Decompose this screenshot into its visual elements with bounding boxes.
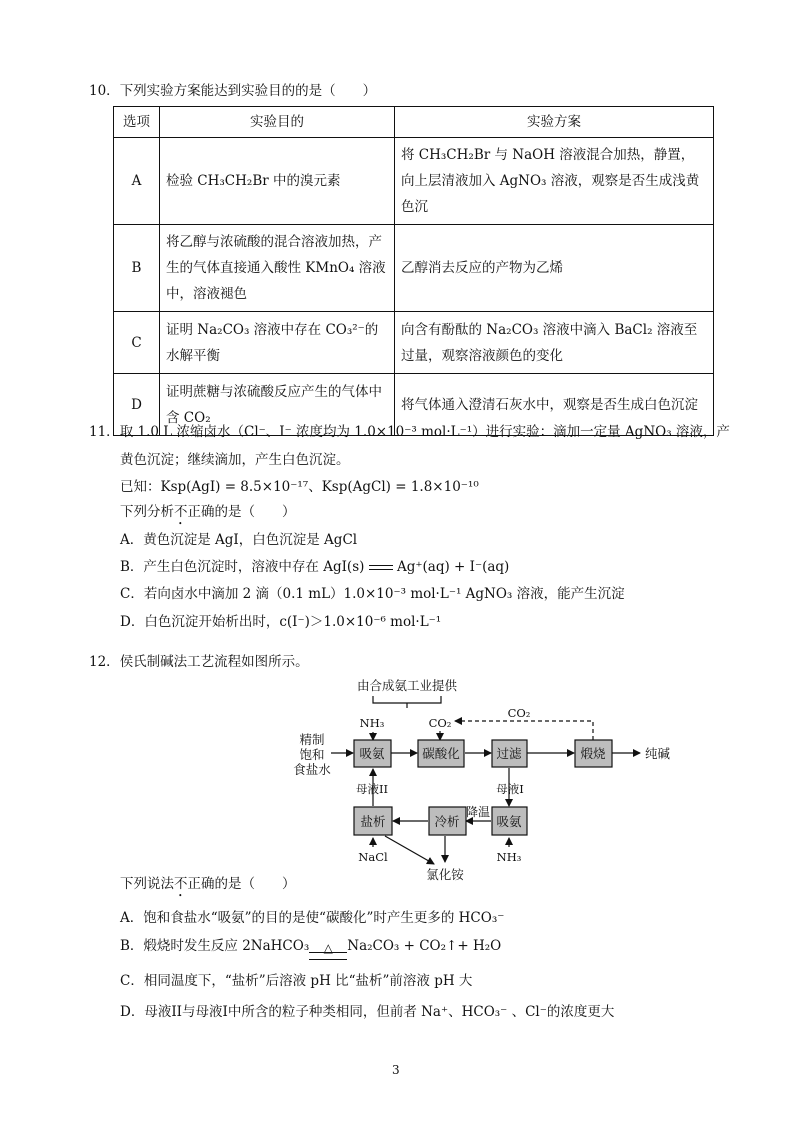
heat-arrow xyxy=(309,942,347,960)
q10-number: 10． xyxy=(89,83,120,99)
diagram-co2-top: CO₂ xyxy=(428,716,452,730)
q11-option-b-prefix: B．产生白色沉淀时，溶液中存在 AgI(s) xyxy=(120,559,365,575)
q11-known: 已知：Ksp(AgI) = 8.5×10⁻¹⁷、Ksp(AgCl) = 1.8×10⁻¹⁰ xyxy=(120,479,479,495)
diagram-feed-line3: 食盐水 xyxy=(293,762,331,777)
diagram-feed-line2: 饱和 xyxy=(299,747,325,762)
box-carbonate-label: 碳酸化 xyxy=(422,746,460,761)
diagram-nacl: NaCl xyxy=(358,850,388,864)
option-cell: C xyxy=(114,312,160,374)
q12-option-c: C．相同温度下，“盐析”后溶液 pH 比“盐析”前溶液 pH 大 xyxy=(120,973,473,989)
diagram-nh3-top: NH₃ xyxy=(359,716,385,730)
diagram-cool-label: 降温 xyxy=(465,805,491,819)
plan-cell: 将气体通入澄清石灰水中，观察是否生成白色沉淀 xyxy=(395,374,714,436)
table-header-cell: 实验目的 xyxy=(160,107,395,138)
q12-option-b-suffix: Na₂CO₃ + CO₂↑+ H₂O xyxy=(347,938,502,954)
option-cell: A xyxy=(114,138,160,225)
diagram-co2-recycle: CO₂ xyxy=(507,706,531,720)
q10-stem-text: 下列实验方案能达到实验目的的是（ ） xyxy=(119,83,377,99)
q12-ask-suffix: 正确的是（ ） xyxy=(187,876,296,892)
q11-option-b-suffix: Ag⁺(aq) + I⁻(aq) xyxy=(397,559,510,575)
purpose-cell: 证明蔗糖与浓硫酸反应产生的气体中含 CO₂ xyxy=(160,374,395,436)
q11-option-c: C．若向卤水中滴加 2 滴（0.1 mL）1.0×10⁻³ mol·L⁻¹ AgNO₃ 溶液，能产生沉淀 xyxy=(120,586,625,602)
diagram-feed-line1: 精制 xyxy=(299,732,325,747)
purpose-cell: 证明 Na₂CO₃ 溶液中存在 CO₃²⁻的水解平衡 xyxy=(160,312,395,374)
q12-ask-prefix: 下列说法 xyxy=(120,876,174,892)
q12-ask-emph: 不 xyxy=(174,876,188,892)
box-absorb2-label: 吸氨 xyxy=(496,814,522,829)
diagram-mother-liquor-1: 母液I xyxy=(496,782,524,796)
q11-ask-suffix: 正确的是（ ） xyxy=(187,504,296,520)
box-calcine-label: 煅烧 xyxy=(580,746,606,761)
q12-number: 12． xyxy=(89,654,120,670)
plan-cell: 向含有酚酞的 Na₂CO₃ 溶液中滴入 BaCl₂ 溶液至过量，观察溶液颜色的变化 xyxy=(395,312,714,374)
plan-cell: 乙醇消去反应的产物为乙烯 xyxy=(395,225,714,312)
diagram-source-label: 由合成氨工业提供 xyxy=(356,678,458,693)
q12-stem-text: 侯氏制碱法工艺流程如图所示。 xyxy=(119,654,309,670)
box-saltout-label: 盐析 xyxy=(360,814,386,829)
option-cell: B xyxy=(114,225,160,312)
table-header-cell: 选项 xyxy=(114,107,160,138)
diagram-product: 纯碱 xyxy=(645,746,671,761)
purpose-cell: 检验 CH₃CH₂Br 中的溴元素 xyxy=(160,138,395,225)
diagram-nh3-bottom: NH₃ xyxy=(496,850,522,864)
q11-stem-line2: 黄色沉淀；继续滴加，产生白色沉淀。 xyxy=(120,452,350,468)
option-cell: D xyxy=(114,374,160,436)
page-number: 3 xyxy=(392,1063,400,1077)
q11-option-d: D．白色沉淀开始析出时，c(I⁻)＞1.0×10⁻⁶ mol·L⁻¹ xyxy=(120,614,442,630)
diagram-mother-liquor-2: 母液II xyxy=(355,782,389,796)
box-cool-label: 冷析 xyxy=(434,814,460,829)
purpose-cell: 将乙醇与浓硫酸的混合溶液加热，产生的气体直接通入酸性 KMnO₄ 溶液中，溶液褪色 xyxy=(160,225,395,312)
plan-cell: 将 CH₃CH₂Br 与 NaOH 溶液混合加热，静置，向上层清液加入 AgNO₃ 溶液，观察是否生成浅黄色沉 xyxy=(395,138,714,225)
box-absorb-label: 吸氨 xyxy=(359,746,385,761)
q12-option-a: A．饱和食盐水“吸氨”的目的是使“碳酸化”时产生更多的 HCO₃⁻ xyxy=(120,910,505,926)
diagram-nh4cl: 氯化铵 xyxy=(426,867,464,882)
box-filter-label: 过滤 xyxy=(496,746,522,761)
q12-option-d: D．母液II与母液I中所含的粒子种类相同，但前者 Na⁺、HCO₃⁻ 、Cl⁻的浓度更大 xyxy=(120,1004,615,1020)
delta-sign: △ xyxy=(323,941,333,955)
q12-option-b xyxy=(120,936,501,960)
q11-ask-emph: 不 xyxy=(174,504,188,520)
q12-ask xyxy=(120,874,296,900)
q12-option-b-prefix: B．煅烧时发生反应 2NaHCO₃ xyxy=(120,938,310,954)
q11-ask-prefix: 下列分析 xyxy=(120,504,174,520)
q11-option-a: A．黄色沉淀是 AgI，白色沉淀是 AgCl xyxy=(120,532,358,548)
q11-number: 11． xyxy=(89,424,120,440)
q11-stem-text: 取 1.0 L 浓缩卤水（Cl⁻、I⁻ 浓度均为 1.0×10⁻³ mol·L⁻¹）进行实验：滴加一定量 AgNO₃ 溶液，产 xyxy=(119,424,730,440)
table-header-cell: 实验方案 xyxy=(395,107,714,138)
